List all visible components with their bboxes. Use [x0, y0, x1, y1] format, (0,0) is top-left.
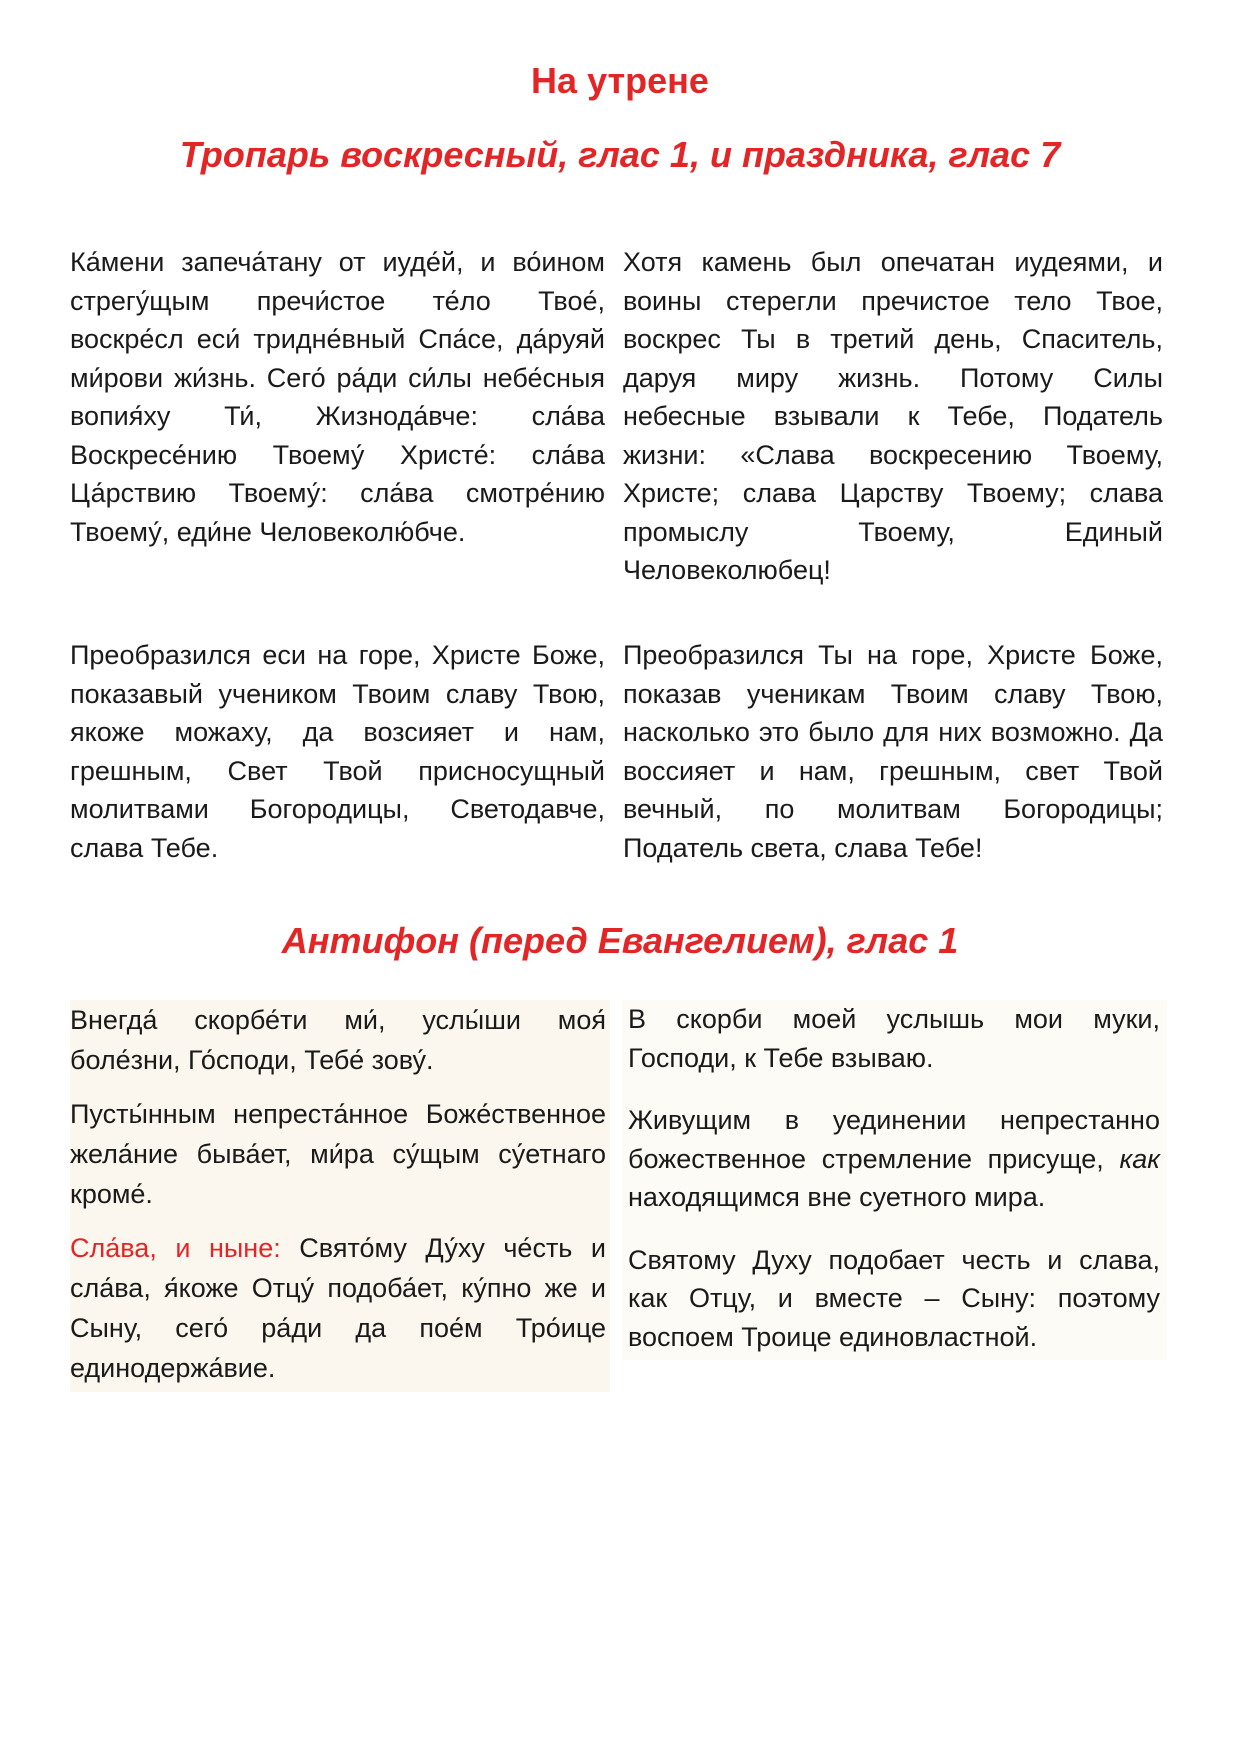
troparion-1-slavonic-text: Ка́мени запеча́тану от иуде́й, и во́ином стрегу́щым пречи́стое те́ло Твое́, воскре́сл еси́ тридне́вный Спа́се, да́руяй ми́рови жи́знь. Сего́ ра́ди си́лы небе́сныя вопия́ху Ти́, Жизнода́вче: сла́ва Воскресе́нию Твоему́ Христе́: сла́ва Ца́рствию Твоему́: сла́ва смотре́нию Твоему́, еди́не Человеколю́бче. [70, 247, 605, 547]
troparion-1-russian-text: Хотя камень был опечатан иудеями, и воины стерегли пречистое тело Твое, воскрес Ты в третий день, Спаситель, даруя миру жизнь. Потому Силы небесные взывали к Тебе, Податель жизни: «Слава воскресению Твоему, Христе; слава Царству Твоему; слава промыслу Твоему, Единый Человеколюбец! [623, 247, 1163, 585]
troparion-2-slavonic [70, 636, 605, 867]
page-title: На утрене [531, 60, 709, 101]
troparion-2-slavonic-text: Преобразился еси на горе, Христе Боже, показавый учеником Твоим славу Твою, якоже можаху, да возсияет и нам, грешным, Свет Твой присносущный молитвами Богородицы, Светодавче, слава Тебе. [70, 640, 605, 863]
troparion-1-slavonic [70, 243, 605, 551]
antiphon-slavonic-verse-2: Пусты́нным непреста́нное Боже́ственное жела́ние быва́ет, ми́ра су́щым су́етнаго кроме́. [70, 1099, 606, 1209]
doxology-label: Сла́ва, и ныне: [70, 1233, 281, 1263]
antiphon-heading: Антифон (перед Евангелием), глас 1 [281, 920, 959, 961]
antiphon-slavonic [70, 1000, 606, 1402]
verse-2-part-2: находящимся вне суетного мира. [628, 1182, 1046, 1212]
troparion-heading: Тропарь воскресный, глас 1, и праздника, глас 7 [179, 134, 1061, 175]
antiphon-russian-verse-1: В скорби моей услышь мои муки, Господи, к Тебе взываю. [628, 1004, 1160, 1073]
antiphon-slavonic-verse-1: Внегда́ скорбе́ти ми́, услы́ши моя́ боле́зни, Го́споди, Тебе́ зову́. [70, 1005, 606, 1075]
verse-2-part-1: Живущим в уединении непрестанно божественное стремление присуще, [628, 1105, 1160, 1174]
antiphon-slavonic-doxology [70, 1228, 606, 1388]
troparion-2-russian [623, 636, 1163, 867]
antiphon-russian [628, 1000, 1160, 1370]
verse-2-italic: как [1119, 1143, 1160, 1174]
antiphon-russian-doxology: Святому Духу подобает честь и слава, как Отцу, и вместе – Сыну: поэтому воспоем Троице единовластной. [628, 1244, 1160, 1352]
troparion-1-russian [623, 243, 1163, 590]
antiphon-russian-verse-2 [628, 1101, 1160, 1217]
doxology-text: Свято́му Ду́ху че́сть и сла́ва, я́коже Отцу́ подоба́ет, ку́пно же и Сыну, сего́ ра́ди да пое́м Тро́ице единодержа́вие. [70, 1233, 606, 1383]
troparion-2-russian-text: Преобразился Ты на горе, Христе Боже, показав ученикам Твоим славу Твою, насколько это было для них возможно. Да воссияет и нам, грешным, свет Твой вечный, по молитвам Богородицы; Податель света, слава Тебе! [623, 640, 1163, 863]
